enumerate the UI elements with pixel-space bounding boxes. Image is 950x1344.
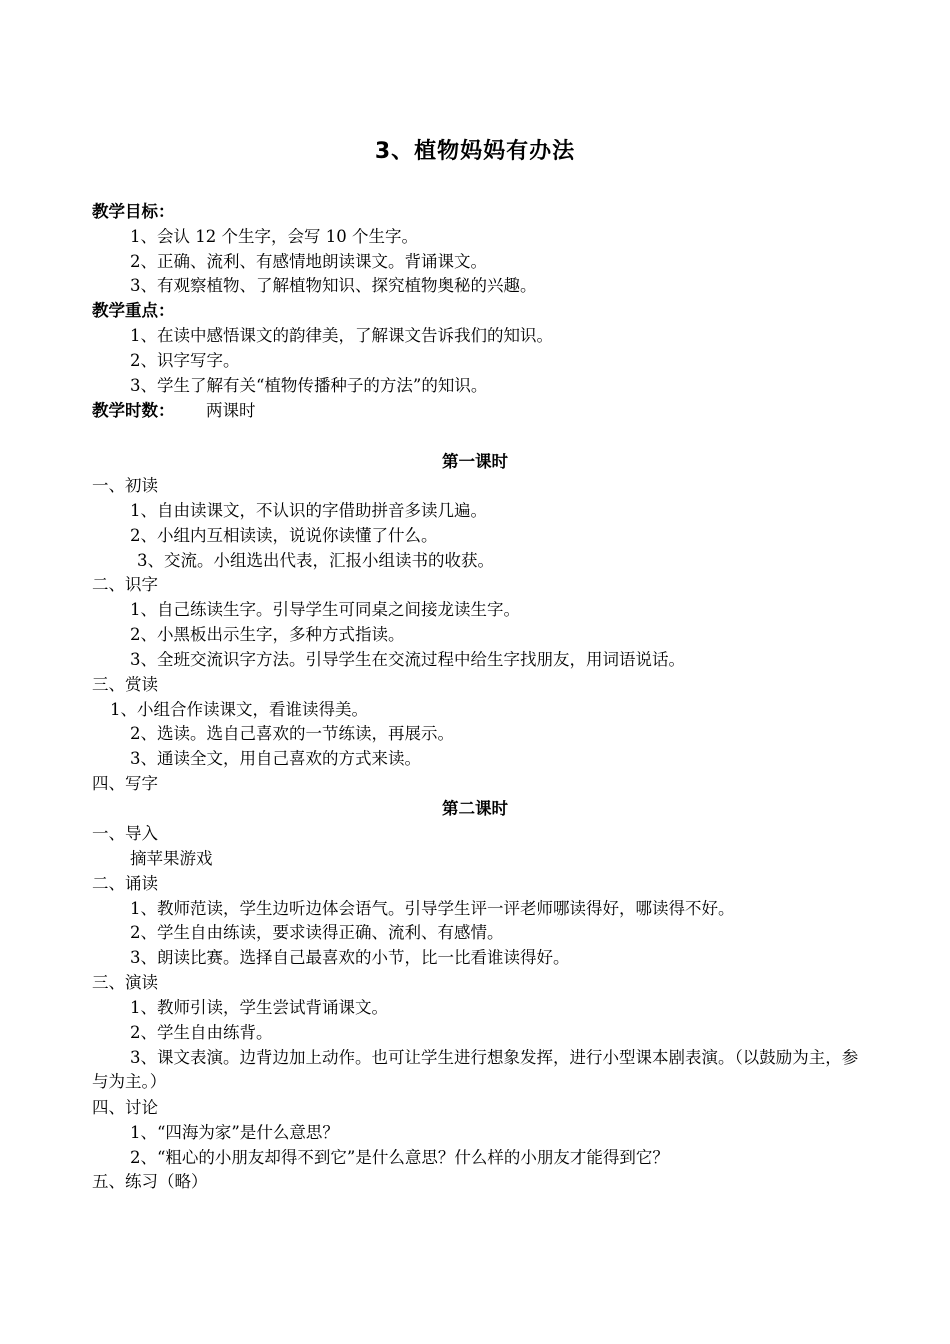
goals-heading: 教学目标：: [92, 202, 175, 221]
section-item: 3、通读全文，用自己喜欢的方式来读。: [130, 749, 421, 768]
section-item: 1、教师范读，学生边听边体会语气。引导学生评一评老师哪读得好，哪读得不好。: [130, 899, 735, 918]
goal-item: 1、会认 12 个生字，会写 10 个生字。: [130, 227, 418, 246]
lesson2-heading: 第二课时: [442, 799, 508, 818]
section-item: 2、小组内互相读读，说说你读懂了什么。: [130, 526, 438, 545]
section-title: 三、赏读: [92, 675, 158, 694]
goal-item: 3、有观察植物、了解植物知识、探究植物奥秘的兴趣。: [130, 276, 537, 295]
section-item: 摘苹果游戏: [130, 849, 213, 868]
section-item: 2、学生自由练背。: [130, 1023, 273, 1042]
section-item: 2、选读。选自己喜欢的一节练读，再展示。: [130, 724, 454, 743]
key-point-item: 2、识字写字。: [130, 351, 240, 370]
section-item: 2、学生自由练读，要求读得正确、流利、有感情。: [130, 923, 504, 942]
section-item: 1、自由读课文，不认识的字借助拼音多读几遍。: [130, 501, 487, 520]
lesson1-heading: 第一课时: [442, 452, 508, 471]
hours-value: 两课时: [206, 401, 256, 420]
section-title: 四、写字: [92, 774, 158, 793]
key-point-item: 1、在读中感悟课文的韵律美，了解课文告诉我们的知识。: [130, 326, 553, 345]
section-item: 1、自己练读生字。引导学生可同桌之间接龙读生字。: [130, 600, 520, 619]
section-item: 1、教师引读，学生尝试背诵课文。: [130, 998, 388, 1017]
section-title: 一、导入: [92, 824, 158, 843]
section-title: 一、初读: [92, 476, 158, 495]
section-item: 3、朗读比赛。选择自己最喜欢的小节，比一比看谁读得好。: [130, 948, 570, 967]
key-points-heading: 教学重点：: [92, 301, 175, 320]
document-title: 3、植物妈妈有办法: [374, 139, 576, 164]
section-title: 二、识字: [92, 575, 158, 594]
section-title: 五、练习（略）: [92, 1172, 208, 1191]
section-title: 三、演读: [92, 973, 158, 992]
section-item: 3、交流。小组选出代表，汇报小组读书的收获。: [137, 551, 494, 570]
section-item: 2、“粗心的小朋友却得不到它”是什么意思？什么样的小朋友才能得到它？: [130, 1148, 669, 1167]
hours-heading: 教学时数：: [92, 401, 175, 420]
section-item: 1、小组合作读课文，看谁读得美。: [110, 700, 368, 719]
key-point-item: 3、学生了解有关“植物传播种子的方法”的知识。: [130, 376, 488, 395]
section-title: 二、诵读: [92, 874, 158, 893]
section-item: 2、小黑板出示生字，多种方式指读。: [130, 625, 405, 644]
section-item: 1、“四海为家”是什么意思？: [130, 1123, 339, 1142]
section-title: 四、讨论: [92, 1098, 158, 1117]
goal-item: 2、正确、流利、有感情地朗读课文。背诵课文。: [130, 252, 487, 271]
section-item: 3、全班交流识字方法。引导学生在交流过程中给生字找朋友，用词语说话。: [130, 650, 685, 669]
section-item: 3、课文表演。边背边加上动作。也可让学生进行想象发挥，进行小型课本剧表演。（以鼓励为主，参与为主。）: [92, 1048, 859, 1091]
